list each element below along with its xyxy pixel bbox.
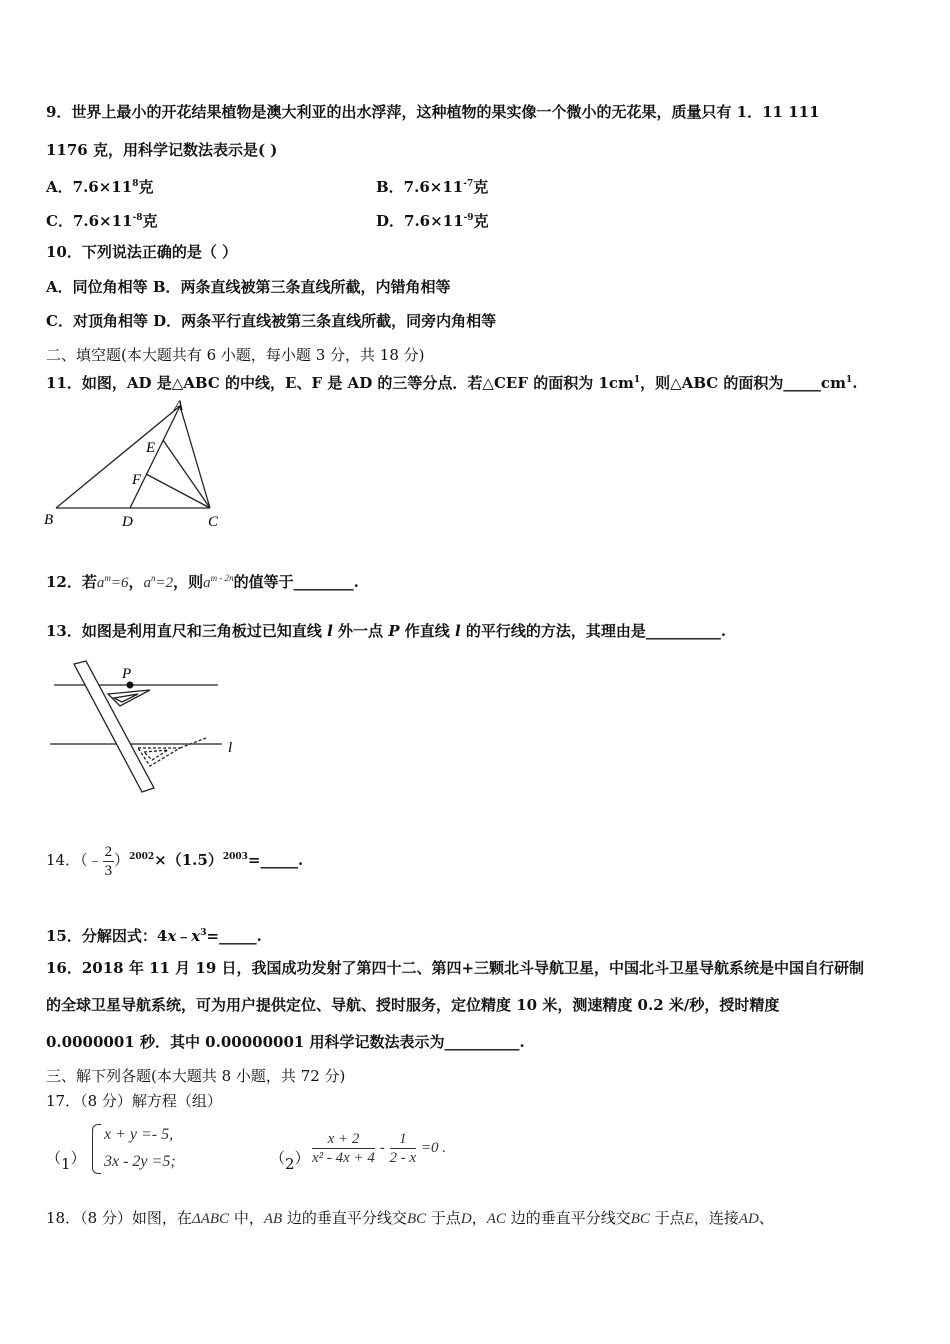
q10-stem: 10．下列说法正确的是（ ） [46,243,238,261]
q9-option-a: A．$7.6\times 11^8$克 [46,178,154,196]
q17-system-brace [92,1124,101,1174]
q13-ruler-triangle-figure [46,656,246,796]
q17-part1-label: （1） [46,1149,86,1173]
q17-fraction-2: $\frac{1}{2 - x}$ [389,1131,417,1166]
q11-label-b: B [44,512,54,528]
q11-label-d: D [122,514,133,530]
q12-stem: 12．若$a^m=6$，$a^n=2$，则$a^{m - 2n}$的值等于________. [46,573,359,591]
q9-stem-line2: 1176 克，用科学记数法表示是( ) [46,141,278,159]
q16-line3: 0.0000001 秒．其中 0.00000001 用科学记数法表示为__________. [46,1033,525,1051]
q13-stem: 13．如图是利用直尺和三角板过已知直线 l 外一点 P 作直线 l 的平行线的方法，其理由是__________. [46,622,727,640]
q13-label-p: P [122,666,132,682]
q17-part2-equation: $\frac{x + 2}{\text{x² - 4x + 4}}$ - $\frac{1}{2 - x}$ =0 . [312,1131,447,1166]
q9-option-b: B．$7.6\times 11^{-7}$克 [376,178,489,196]
q9-option-c: C．$7.6\times 11^{-8}$克 [46,212,158,230]
q10-options-ab: A．同位角相等 B．两条直线被第三条直线所截，内错角相等 [46,278,451,296]
q10-options-cd: C．对顶角相等 D．两条平行直线被第三条直线所截，同旁内角相等 [46,312,497,330]
q18-stem: 18．（8 分）如图，在ΔABC 中，AB 边的垂直平分线交BC 于点D，AC 边的垂直平分线交BC 于点E，连接AD、 [46,1209,774,1227]
q14-stem: 14．（﹣ $\frac{2}{3}$ ）$^{2002}\times(1.5)^{2003}=\_\_\_\_\_$. [46,843,304,879]
section-3-heading: 三、解下列各题(本大题共 8 小题，共 72 分) [46,1067,346,1085]
q17-equation-1: x + y =- 5, [104,1126,174,1143]
q17-stem: 17．（8 分）解方程（组） [46,1092,222,1110]
q17-part2-label: （2） [270,1149,310,1173]
q11-label-c: C [208,514,219,530]
q16-line2: 的全球卫星导航系统，可为用户提供定位、导航、授时服务，定位精度 10 米，测速精度 0.2 米/秒，授时精度 [46,996,780,1014]
q9-stem-line1: 9．世界上最小的开花结果植物是澳大利亚的出水浮萍，这种植物的果实像一个微小的无花果，质量只有 1．11 111 [46,103,820,121]
q11-label-a: A [174,398,184,414]
q11-label-e: E [146,440,156,456]
q14-fraction: $\frac{2}{3}$ [104,843,113,879]
section-2-heading: 二、填空题(本大题共有 6 小题，每小题 3 分，共 18 分) [46,346,425,364]
q17-equation-2: 3x - 2y =5; [104,1153,176,1170]
q17-fraction-1: $\frac{x + 2}{\text{x² - 4x + 4}}$ [312,1131,375,1166]
q13-label-l: l [228,740,233,756]
q16-line1: 16．2018 年 11 月 19 日，我国成功发射了第四十二、第四+三颗北斗导航卫星，中国北斗卫星导航系统是中国自行研制 [46,959,865,977]
q11-label-f: F [132,472,142,488]
q11-stem: 11．如图，AD 是△ABC 的中线，E、F 是 AD 的三等分点．若△CEF 的面积为 $1cm^1$，则△ABC 的面积为$\_\_\_\_\_cm^1$. [46,374,858,392]
q15-stem: 15．分解因式：$4x﹣x^3=\_\_\_\_\_$. [46,927,262,945]
q9-option-d: D．$7.6\times 11^{-9}$克 [376,212,489,230]
q11-triangle-figure [40,396,240,536]
